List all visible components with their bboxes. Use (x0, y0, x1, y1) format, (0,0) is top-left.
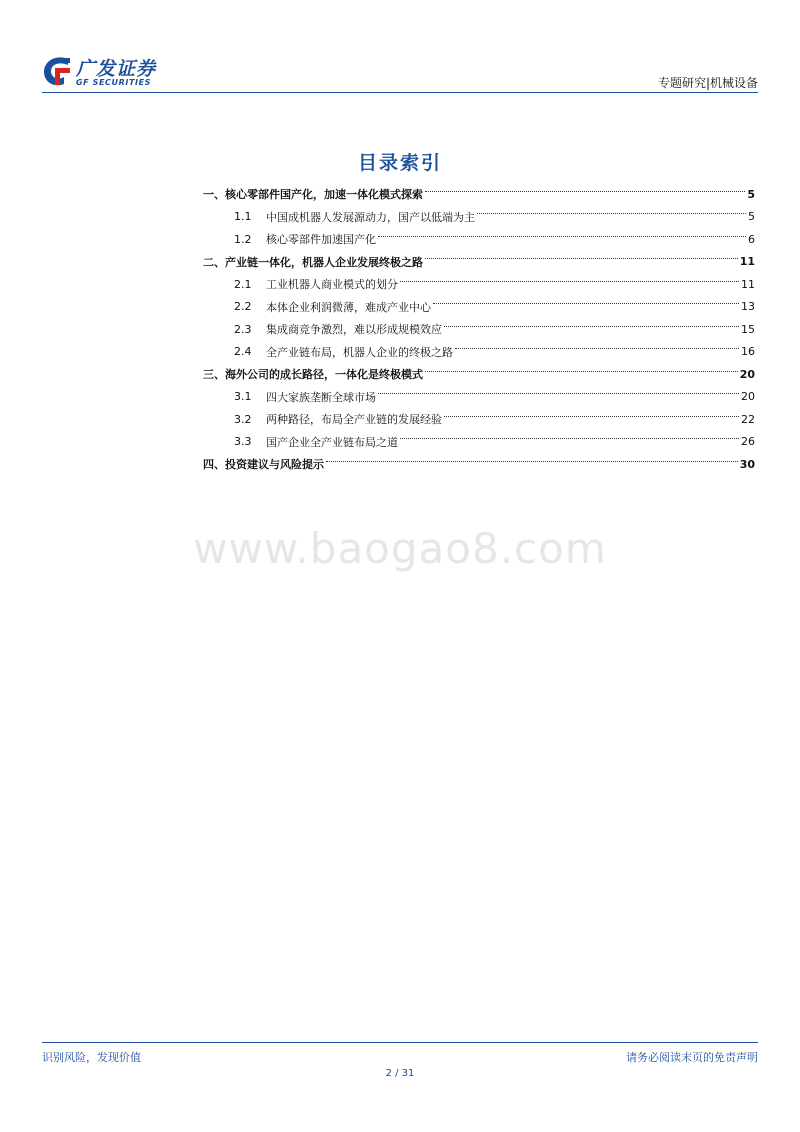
gf-logo-icon (42, 55, 72, 87)
toc-leader-dots (378, 393, 739, 394)
toc-entry-page: 20 (741, 390, 755, 404)
toc-entry-page: 16 (741, 345, 755, 359)
toc-entry[interactable] (203, 341, 755, 364)
toc-leader-dots (326, 461, 738, 462)
toc-entry-text: 两种路径，布局全产业链的发展经验 (266, 413, 442, 427)
toc-entry-page: 13 (741, 300, 755, 314)
toc-entry-number: 1.1 (234, 210, 252, 224)
logo-chinese-name: 广发证券 (76, 58, 157, 80)
toc-entry-text: 核心零部件加速国产化 (266, 233, 376, 247)
toc-entry-text: 集成商竞争激烈，难以形成规模效应 (266, 323, 442, 337)
toc-entry-page: 26 (741, 435, 755, 449)
toc-leader-dots (455, 348, 739, 349)
toc-title: 目录索引 (357, 152, 442, 174)
toc-entry-text: 全产业链布局，机器人企业的终极之路 (266, 345, 453, 359)
table-of-contents (203, 183, 755, 476)
watermark: www.baogao8.com (193, 524, 607, 573)
toc-entry[interactable] (203, 431, 755, 454)
toc-entry-text: 四、投资建议与风险提示 (203, 458, 324, 472)
toc-entry-number: 2.1 (234, 277, 252, 291)
toc-leader-dots (444, 416, 739, 417)
toc-entry-text: 四大家族垄断全球市场 (266, 390, 376, 404)
header-divider (42, 92, 758, 93)
toc-entry[interactable] (203, 296, 755, 319)
toc-entry-text: 工业机器人商业模式的划分 (266, 278, 398, 292)
toc-entry-text: 二、产业链一体化，机器人企业发展终极之路 (203, 255, 423, 269)
toc-entry-page: 5 (747, 187, 755, 201)
toc-leader-dots (433, 303, 739, 304)
toc-leader-dots (425, 258, 738, 259)
toc-entry-number: 3.2 (234, 412, 252, 426)
toc-entry[interactable] (203, 273, 755, 296)
toc-entry-number: 2.2 (234, 300, 252, 314)
footer-slogan: 识别风险，发现价值 (42, 1051, 141, 1064)
toc-leader-dots (425, 191, 745, 192)
toc-leader-dots (477, 213, 746, 214)
toc-entry-page: 11 (741, 277, 755, 291)
toc-entry[interactable] (203, 251, 755, 274)
toc-entry-page: 5 (748, 210, 755, 224)
toc-entry-text: 中国成机器人发展源动力，国产以低端为主 (266, 210, 475, 224)
footer-disclaimer-notice: 请务必阅读末页的免责声明 (626, 1051, 758, 1064)
toc-entry-number: 1.2 (234, 232, 252, 246)
toc-entry[interactable] (203, 228, 755, 251)
toc-entry-page: 30 (739, 457, 755, 471)
toc-entry-number: 3.3 (234, 435, 252, 449)
toc-leader-dots (400, 281, 739, 282)
toc-entry-page: 20 (739, 367, 755, 381)
toc-entry-number: 3.1 (234, 390, 252, 404)
toc-leader-dots (425, 371, 738, 372)
report-category: 专题研究|机械设备 (657, 76, 758, 90)
toc-entry[interactable] (203, 206, 755, 229)
toc-entry-text: 一、核心零部件国产化，加速一体化模式探索 (203, 188, 423, 202)
toc-entry[interactable] (203, 183, 755, 206)
toc-entry-number: 2.4 (234, 345, 252, 359)
logo-english-name: GF SECURITIES (76, 78, 152, 87)
toc-entry-page: 6 (748, 232, 755, 246)
gf-securities-logo (42, 52, 182, 96)
toc-entry[interactable] (203, 453, 755, 476)
toc-entry-page: 11 (739, 255, 755, 269)
toc-leader-dots (400, 438, 739, 439)
toc-leader-dots (444, 326, 739, 327)
page-number: 2 / 31 (385, 1068, 415, 1079)
toc-entry-page: 15 (741, 322, 755, 336)
footer-divider (42, 1042, 758, 1043)
toc-entry[interactable] (203, 408, 755, 431)
toc-entry-text: 三、海外公司的成长路径，一体化是终极模式 (203, 368, 423, 382)
toc-entry-page: 22 (741, 412, 755, 426)
toc-entry-text: 国产企业全产业链布局之道 (266, 435, 398, 449)
toc-leader-dots (378, 236, 746, 237)
toc-entry[interactable] (203, 386, 755, 409)
toc-entry-number: 2.3 (234, 322, 252, 336)
toc-entry[interactable] (203, 318, 755, 341)
toc-entry[interactable] (203, 363, 755, 386)
toc-entry-text: 本体企业利润微薄，难成产业中心 (266, 300, 431, 314)
